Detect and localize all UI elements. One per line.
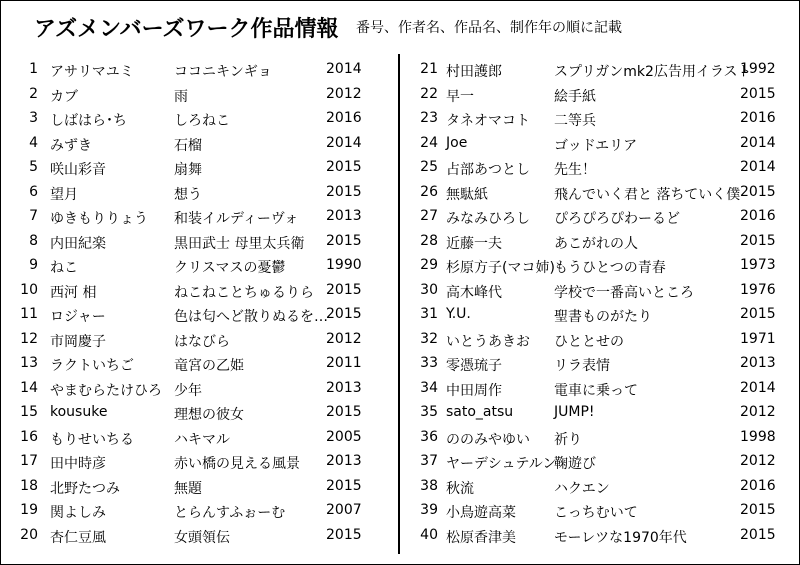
entry-number: 39 [420, 502, 438, 518]
list-item [0, 107, 398, 132]
production-year: 2015 [740, 526, 776, 543]
work-title: 飛んでいく君と 落ちていく僕 [554, 186, 741, 203]
author-name: タネオマコト [446, 113, 530, 129]
author-name: ラクトいちご [50, 358, 134, 374]
work-title: ハキマル [174, 431, 230, 448]
list-item [400, 58, 800, 83]
work-title: 扇舞 [174, 162, 202, 178]
work-title: クリスマスの憂鬱 [174, 260, 286, 276]
author-name: 秋流 [446, 480, 474, 497]
list-item [0, 181, 398, 206]
list-item [0, 499, 398, 524]
work-title: 赤い橋の見える風景 [174, 456, 300, 472]
list-item [400, 499, 800, 524]
list-item [400, 303, 800, 328]
production-year: 2015 [326, 281, 362, 298]
author-name: 高木峰代 [446, 284, 502, 301]
list-item [400, 205, 800, 230]
entry-number: 16 [20, 428, 38, 445]
production-year: 2015 [740, 232, 776, 249]
list-item [0, 132, 398, 157]
production-year: 1998 [740, 428, 776, 445]
work-title: 二等兵 [554, 113, 596, 129]
work-title: 鞠遊び [554, 456, 596, 472]
list-item [400, 279, 800, 304]
work-title: 理想の彼女 [174, 407, 244, 423]
production-year: 2015 [326, 526, 362, 543]
author-name: 占部あつとし [446, 162, 530, 178]
production-year: 2015 [740, 85, 776, 102]
entry-number: 21 [420, 61, 438, 77]
entry-number: 28 [420, 232, 438, 249]
author-name: カブ [50, 88, 78, 105]
entry-number: 35 [420, 404, 438, 420]
author-name: みなみひろし [446, 211, 530, 227]
list-item [0, 352, 398, 377]
author-name: ロジャー [50, 309, 106, 325]
author-name: 近藤一夫 [446, 235, 502, 252]
author-name: みずき [50, 137, 92, 154]
entry-number: 10 [20, 281, 38, 298]
entry-number: 5 [29, 159, 38, 175]
production-year: 2015 [326, 183, 362, 200]
entry-number: 7 [29, 208, 38, 224]
author-name: 早一 [446, 88, 474, 105]
list-item [0, 450, 398, 475]
list-item [0, 254, 398, 279]
author-name: しばはら･ち [50, 113, 127, 129]
work-title: とらんすふぉーむ [174, 505, 286, 521]
work-title: 和装イルディーヴォ [174, 211, 299, 227]
production-year: 2007 [326, 502, 362, 518]
entry-number: 2 [29, 85, 38, 102]
author-name: 内田紀楽 [50, 235, 106, 252]
author-name: sato_atsu [446, 404, 514, 420]
work-title: 無題 [174, 480, 202, 497]
page-subtitle: 番号、作者名、作品名、制作年の順に記載 [356, 20, 622, 36]
entry-number: 33 [420, 355, 438, 371]
entry-number: 31 [420, 306, 438, 322]
author-name: 市岡慶子 [50, 333, 106, 350]
work-title: 聖書ものがたり [554, 309, 652, 325]
production-year: 2016 [740, 477, 776, 494]
author-name: もりせいちる [50, 431, 134, 448]
list-item [0, 205, 398, 230]
production-year: 2013 [326, 208, 362, 224]
work-title: ねこねことちゅるりら [174, 284, 314, 301]
production-year: 2014 [740, 159, 776, 175]
entry-number: 25 [420, 159, 438, 175]
entry-number: 22 [420, 85, 438, 102]
work-title: 祈り [554, 431, 582, 448]
list-item [0, 303, 398, 328]
works-list-left [0, 58, 398, 548]
author-name: 無駄紙 [446, 186, 488, 203]
author-name: 関よしみ [50, 505, 106, 521]
list-item [0, 58, 398, 83]
entry-number: 26 [420, 183, 438, 200]
list-item [0, 156, 398, 181]
entry-number: 13 [20, 355, 38, 371]
work-title: こっちむいて [554, 505, 638, 521]
list-item [0, 230, 398, 255]
production-year: 2015 [740, 502, 776, 518]
list-item [0, 377, 398, 402]
entry-number: 23 [420, 110, 438, 126]
entry-number: 4 [29, 134, 38, 151]
list-item [400, 426, 800, 451]
entry-number: 38 [420, 477, 438, 494]
entry-number: 40 [420, 526, 438, 543]
list-item [400, 83, 800, 108]
production-year: 2012 [326, 85, 362, 102]
list-item [400, 230, 800, 255]
list-item [0, 279, 398, 304]
production-year: 2014 [326, 61, 362, 77]
author-name: 杏仁豆風 [50, 529, 106, 546]
production-year: 2012 [326, 330, 362, 347]
author-name: Y.U. [446, 306, 471, 322]
author-name: 杉原方子(マコ姉) [446, 260, 555, 276]
list-item [0, 475, 398, 500]
work-title: ココニキンギョ [174, 64, 272, 80]
production-year: 2016 [740, 110, 776, 126]
list-item [400, 107, 800, 132]
author-name: 小鳥遊高菜 [446, 505, 516, 521]
entry-number: 18 [20, 477, 38, 494]
work-title: 色は匂へど散りぬるを… [174, 309, 328, 325]
production-year: 2015 [326, 159, 362, 175]
list-item [400, 254, 800, 279]
work-title: ゴッドエリア [554, 137, 638, 154]
production-year: 2015 [740, 183, 776, 200]
entry-number: 37 [420, 453, 438, 469]
page-title: アズメンバーズワーク作品情報 [34, 17, 339, 42]
entry-number: 29 [420, 257, 438, 273]
work-title: 竜宮の乙姫 [174, 358, 244, 374]
list-item [0, 426, 398, 451]
work-title: モーレツな1970年代 [554, 529, 687, 546]
list-item [0, 328, 398, 353]
list-item [400, 475, 800, 500]
author-name: ゆきもりりょう [50, 211, 148, 227]
work-title: 石榴 [174, 137, 202, 154]
list-item [400, 524, 800, 549]
entry-number: 19 [20, 502, 38, 518]
production-year: 1976 [740, 281, 776, 298]
entry-number: 24 [420, 134, 438, 151]
production-year: 1973 [740, 257, 776, 273]
production-year: 2012 [740, 404, 776, 420]
production-year: 2014 [326, 134, 362, 151]
work-title: もうひとつの青春 [554, 260, 666, 276]
production-year: 1992 [740, 61, 776, 77]
production-year: 2015 [326, 404, 362, 420]
author-name: いとうあきお [446, 333, 530, 350]
entry-number: 36 [420, 428, 438, 445]
list-item [400, 181, 800, 206]
work-title: 黒田武士 母里太兵衛 [174, 235, 305, 252]
entry-number: 1 [29, 61, 38, 77]
author-name: 田中時彦 [50, 456, 106, 472]
production-year: 2015 [326, 232, 362, 249]
work-title: JUMP! [554, 404, 595, 420]
list-item [0, 83, 398, 108]
entry-number: 20 [20, 526, 38, 543]
entry-number: 15 [20, 404, 38, 420]
entry-number: 14 [20, 379, 38, 396]
production-year: 2005 [326, 428, 362, 445]
entry-number: 32 [420, 330, 438, 347]
work-title: リラ表情 [554, 358, 610, 374]
production-year: 2013 [326, 453, 362, 469]
production-year: 2015 [326, 477, 362, 494]
author-name: Joe [446, 134, 468, 151]
production-year: 2016 [740, 208, 776, 224]
entry-number: 11 [20, 306, 38, 322]
works-list-right [400, 58, 800, 548]
author-name: やまむらたけひろ [50, 382, 162, 399]
author-name: 北野たつみ [50, 480, 120, 497]
list-item [400, 401, 800, 426]
work-title: ひととせの [554, 333, 624, 350]
work-title: しろねこ [174, 113, 230, 129]
author-name: 望月 [50, 186, 78, 203]
author-name: 中田周作 [446, 382, 502, 399]
author-name: kousuke [50, 404, 108, 420]
entry-number: 3 [29, 110, 38, 126]
work-title: はなびら [174, 333, 230, 350]
production-year: 2011 [326, 355, 362, 371]
production-year: 2015 [326, 306, 362, 322]
entry-number: 17 [20, 453, 38, 469]
production-year: 1990 [326, 257, 362, 273]
list-item [400, 352, 800, 377]
work-title: 雨 [174, 88, 188, 105]
list-item [400, 377, 800, 402]
author-name: ねこ [50, 260, 78, 276]
work-title: 電車に乗って [554, 382, 638, 399]
production-year: 2016 [326, 110, 362, 126]
list-item [0, 524, 398, 549]
work-title: 少年 [174, 382, 202, 399]
work-title: 女頭領伝 [174, 529, 230, 546]
production-year: 2015 [740, 306, 776, 322]
work-title: 絵手紙 [554, 88, 596, 105]
work-title: ぴろぴろぴわーるど [554, 211, 680, 227]
production-year: 2014 [740, 379, 776, 396]
entry-number: 12 [20, 330, 38, 347]
work-title: 学校で一番高いところ [554, 284, 694, 301]
production-year: 1971 [740, 330, 776, 347]
list-item [400, 450, 800, 475]
entry-number: 6 [29, 183, 38, 200]
author-name: ヤーデシュテルン [446, 456, 557, 472]
work-title: 想う [174, 186, 202, 203]
author-name: 西河 相 [50, 284, 97, 301]
list-item [400, 132, 800, 157]
entry-number: 30 [420, 281, 438, 298]
work-title: 先生！ [554, 162, 596, 178]
list-item [0, 401, 398, 426]
production-year: 2014 [740, 134, 776, 151]
author-name: 村田護郎 [446, 64, 502, 80]
author-name: ののみやゆい [446, 431, 530, 448]
entry-number: 9 [29, 257, 38, 273]
author-name: アサリマユミ [50, 64, 134, 80]
work-title: スプリガンmk2広告用イラスト [554, 64, 752, 80]
production-year: 2013 [326, 379, 362, 396]
list-item [400, 156, 800, 181]
entry-number: 8 [29, 232, 38, 249]
list-item [400, 328, 800, 353]
production-year: 2013 [740, 355, 776, 371]
author-name: 咲山彩音 [50, 162, 106, 178]
author-name: 松原香津美 [446, 529, 516, 546]
production-year: 2012 [740, 453, 776, 469]
entry-number: 27 [420, 208, 438, 224]
author-name: 零憑琉子 [446, 358, 502, 374]
entry-number: 34 [420, 379, 438, 396]
work-title: ハクエン [554, 480, 610, 497]
work-title: あこがれの人 [554, 235, 638, 252]
